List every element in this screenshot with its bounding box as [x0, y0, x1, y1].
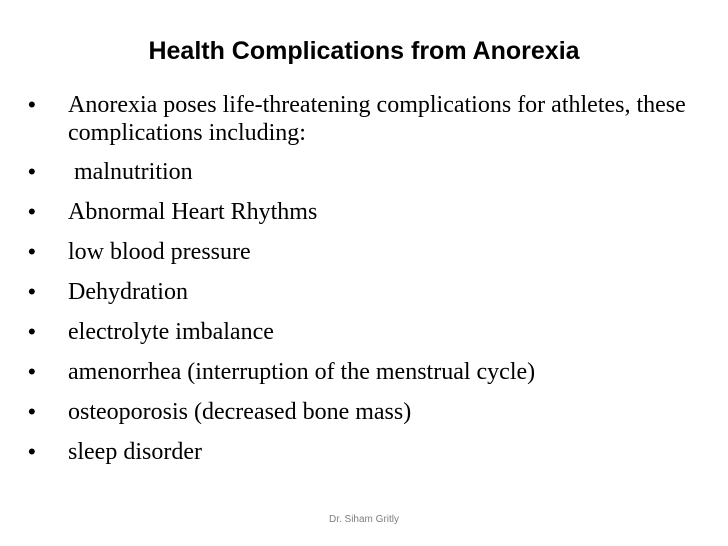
slide-title: Health Complications from Anorexia — [148, 37, 580, 65]
bullet-text: amenorrhea (interruption of the menstrual cycle) — [68, 359, 536, 385]
bullet-text: Anorexia poses life-threatening complications for athletes, these complications including: — [68, 92, 686, 146]
bullet-text: osteoporosis (decreased bone mass) — [68, 399, 412, 425]
bullet-icon: • — [28, 359, 36, 384]
bullet-icon: • — [28, 279, 36, 304]
bullet-text: Abnormal Heart Rhythms — [68, 199, 318, 225]
bullet-icon: • — [28, 439, 36, 464]
bullet-text: malnutrition — [68, 159, 193, 185]
bullet-icon: • — [28, 92, 36, 117]
bullet-icon: • — [28, 159, 36, 184]
bullet-item — [28, 198, 688, 226]
bullet-item — [28, 158, 688, 186]
bullet-icon: • — [28, 199, 36, 224]
bullet-item — [28, 91, 688, 147]
bullet-icon: • — [28, 239, 36, 264]
bullet-icon: • — [28, 319, 36, 344]
bullet-list — [28, 91, 688, 478]
bullet-item — [28, 238, 688, 266]
bullet-text: electrolyte imbalance — [68, 319, 274, 345]
bullet-item — [28, 358, 688, 386]
bullet-text: low blood pressure — [68, 239, 251, 265]
slide-footer: Dr. Siham Gritly — [328, 514, 399, 525]
bullet-text: sleep disorder — [68, 439, 202, 465]
bullet-text: Dehydration — [68, 279, 188, 305]
bullet-item — [28, 318, 688, 346]
bullet-item — [28, 398, 688, 426]
bullet-item — [28, 438, 688, 466]
bullet-item — [28, 278, 688, 306]
bullet-icon: • — [28, 399, 36, 424]
